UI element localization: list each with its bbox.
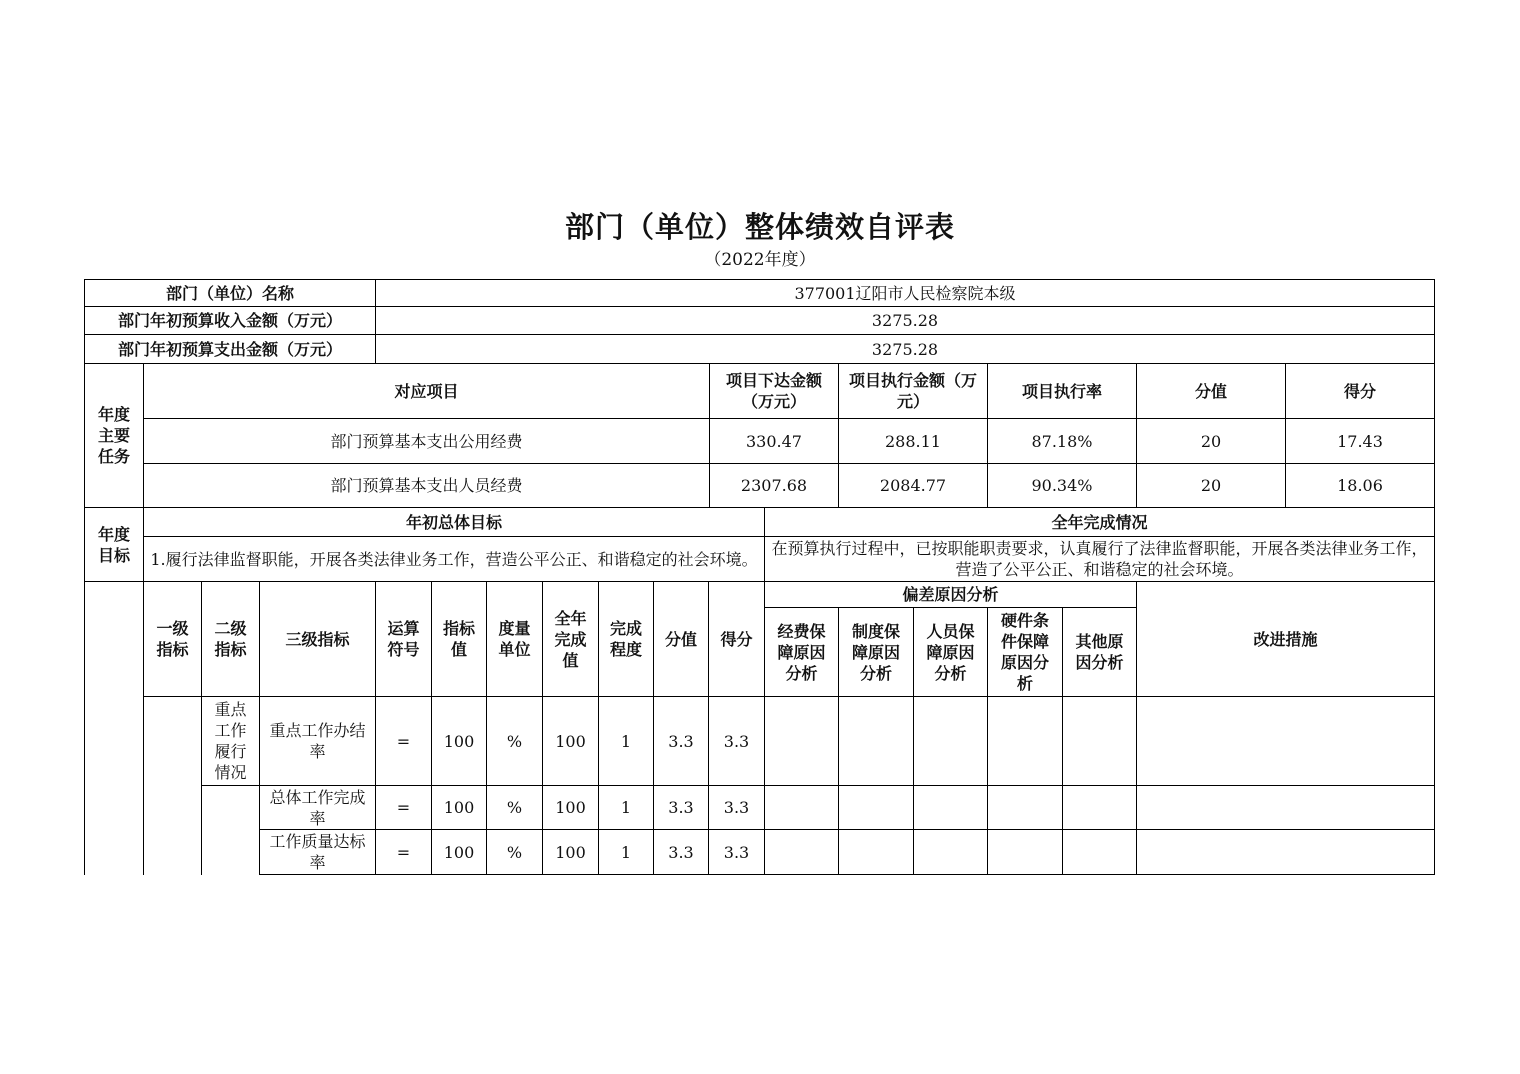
ind-row-dev-system	[838, 696, 914, 786]
ind-row-level3: 工作质量达标率	[259, 829, 376, 875]
ind-col-score: 得分	[708, 581, 765, 697]
ind-col-level3: 三级指标	[259, 581, 376, 697]
ind-dev-system: 制度保障原因分析	[838, 607, 914, 697]
ind-row-dev-personnel	[913, 696, 988, 786]
ind-row-unit: %	[486, 785, 543, 830]
ind-row-improvement	[1136, 785, 1435, 830]
expense-value: 3275.28	[375, 334, 1435, 364]
task-row-score: 18.06	[1285, 463, 1435, 508]
task-row-allocated: 2307.68	[709, 463, 839, 508]
ind-row-level2-merged	[201, 785, 260, 875]
task-row-rate: 87.18%	[987, 418, 1137, 464]
unit-name-label: 部门（单位）名称	[84, 279, 376, 307]
ind-row-dev-funding	[764, 785, 839, 830]
page-subtitle: （2022年度）	[704, 250, 816, 270]
page-title: 部门（单位）整体绩效自评表	[564, 210, 955, 244]
ind-dev-other: 其他原因分析	[1062, 607, 1137, 697]
ind-row-score-value: 3.3	[653, 829, 709, 875]
ind-row-actual: 100	[542, 829, 599, 875]
ind-row-dev-hardware	[987, 829, 1063, 875]
ind-row-degree: 1	[598, 829, 654, 875]
unit-name-value: 377001辽阳市人民检察院本级	[375, 279, 1435, 307]
ind-row-dev-system	[838, 829, 914, 875]
task-row-rate: 90.34%	[987, 463, 1137, 508]
ind-row-level3: 总体工作完成率	[259, 785, 376, 830]
ind-col-degree: 完成程度	[598, 581, 654, 697]
ind-row-target: 100	[431, 785, 487, 830]
ind-col-operator: 运算符号	[375, 581, 432, 697]
ind-col-actual: 全年完成值	[542, 581, 599, 697]
ind-row-target: 100	[431, 829, 487, 875]
ind-row-score: 3.3	[708, 696, 765, 786]
tasks-col-score: 得分	[1285, 363, 1435, 419]
ind-col-level1: 一级指标	[143, 581, 202, 697]
task-row-score-value: 20	[1136, 463, 1286, 508]
ind-dev-funding: 经费保障原因分析	[764, 607, 839, 697]
ind-row-actual: 100	[542, 696, 599, 786]
ind-row-score-value: 3.3	[653, 785, 709, 830]
goals-initial-text: 1.履行法律监督职能，开展各类法律业务工作，营造公平公正、和谐稳定的社会环境。	[143, 536, 765, 582]
tasks-col-executed: 项目执行金额（万元）	[838, 363, 988, 419]
goals-completion-text: 在预算执行过程中，已按职能职责要求，认真履行了法律监督职能，开展各类法律业务工作，营造了公平公正、和谐稳定的社会环境。	[764, 536, 1435, 582]
ind-row-target: 100	[431, 696, 487, 786]
ind-row-dev-personnel	[913, 829, 988, 875]
income-value: 3275.28	[375, 306, 1435, 335]
ind-level1-cell	[143, 696, 202, 875]
ind-row-score-value: 3.3	[653, 696, 709, 786]
task-row-allocated: 330.47	[709, 418, 839, 464]
ind-row-level3: 重点工作办结率	[259, 696, 376, 786]
task-row-executed: 2084.77	[838, 463, 988, 508]
ind-row-level2: 重点工作履行情况	[201, 696, 260, 786]
ind-row-dev-funding	[764, 829, 839, 875]
task-row-executed: 288.11	[838, 418, 988, 464]
ind-col-target: 指标值	[431, 581, 487, 697]
ind-row-unit: %	[486, 696, 543, 786]
task-row-score: 17.43	[1285, 418, 1435, 464]
ind-row-degree: 1	[598, 785, 654, 830]
ind-row-dev-hardware	[987, 696, 1063, 786]
ind-row-operator: =	[375, 829, 432, 875]
ind-row-dev-personnel	[913, 785, 988, 830]
ind-row-unit: %	[486, 829, 543, 875]
ind-row-score: 3.3	[708, 829, 765, 875]
ind-row-improvement	[1136, 696, 1435, 786]
expense-label: 部门年初预算支出金额（万元）	[84, 334, 376, 364]
ind-dev-personnel: 人员保障原因分析	[913, 607, 988, 697]
ind-row-dev-other	[1062, 785, 1137, 830]
task-row-project: 部门预算基本支出公用经费	[143, 418, 710, 464]
tasks-col-project: 对应项目	[143, 363, 710, 419]
ind-row-improvement	[1136, 829, 1435, 875]
ind-row-dev-other	[1062, 696, 1137, 786]
ind-row-degree: 1	[598, 696, 654, 786]
ind-row-dev-system	[838, 785, 914, 830]
tasks-col-score-value: 分值	[1136, 363, 1286, 419]
ind-row-dev-hardware	[987, 785, 1063, 830]
ind-row-dev-other	[1062, 829, 1137, 875]
income-label: 部门年初预算收入金额（万元）	[84, 306, 376, 335]
indicators-section-label	[84, 581, 144, 875]
ind-row-dev-funding	[764, 696, 839, 786]
ind-deviation-header: 偏差原因分析	[764, 581, 1137, 608]
tasks-col-rate: 项目执行率	[987, 363, 1137, 419]
goals-section-label: 年度目标	[84, 507, 144, 582]
goals-completion-header: 全年完成情况	[764, 507, 1435, 537]
ind-col-unit: 度量单位	[486, 581, 543, 697]
tasks-col-allocated: 项目下达金额（万元）	[709, 363, 839, 419]
tasks-section-label: 年度主要任务	[84, 363, 144, 508]
ind-col-score-value: 分值	[653, 581, 709, 697]
task-row-score-value: 20	[1136, 418, 1286, 464]
goals-initial-header: 年初总体目标	[143, 507, 765, 537]
ind-dev-hardware: 硬件条件保障原因分析	[987, 607, 1063, 697]
ind-row-actual: 100	[542, 785, 599, 830]
ind-row-operator: =	[375, 785, 432, 830]
task-row-project: 部门预算基本支出人员经费	[143, 463, 710, 508]
ind-row-score: 3.3	[708, 785, 765, 830]
ind-row-operator: =	[375, 696, 432, 786]
ind-col-level2: 二级指标	[201, 581, 260, 697]
ind-improvement-header: 改进措施	[1136, 581, 1435, 697]
